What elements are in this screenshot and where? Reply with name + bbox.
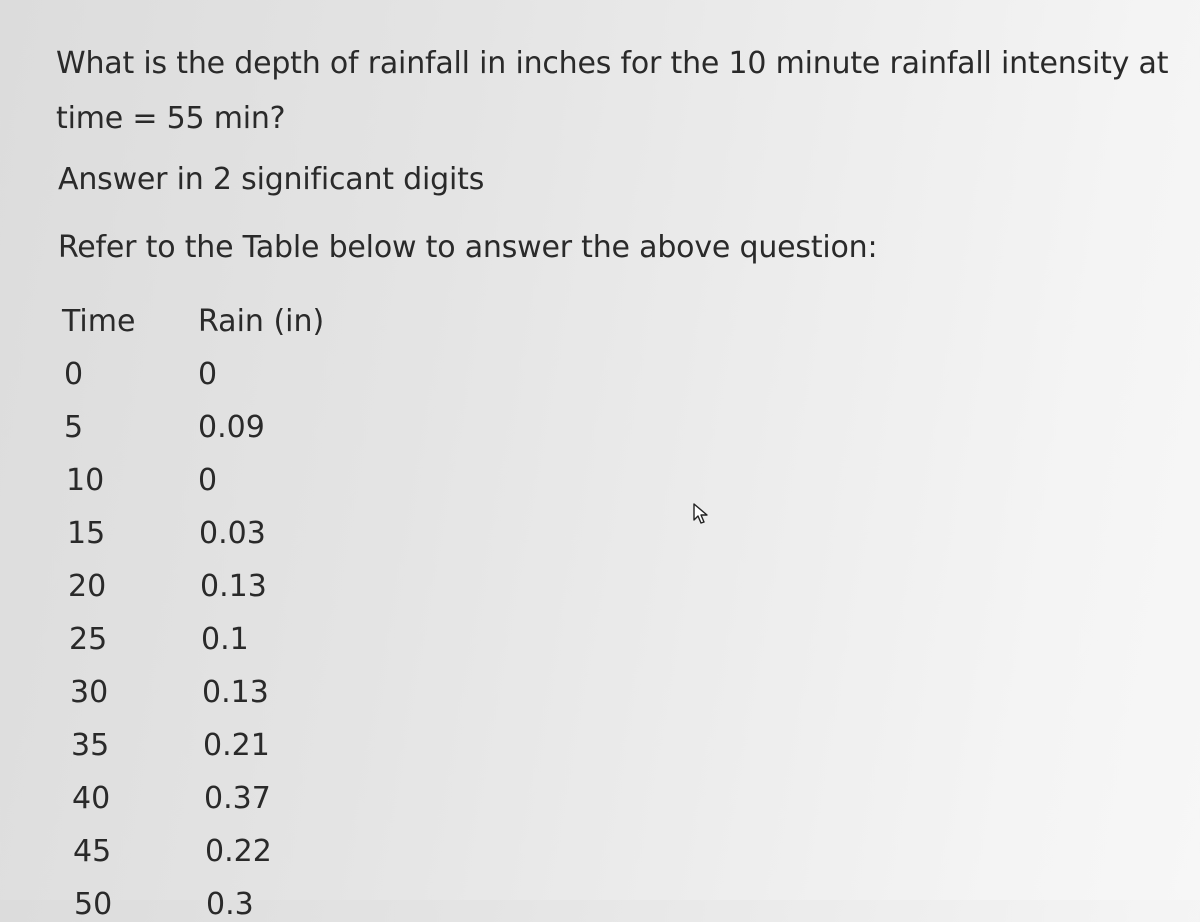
table-cell-rain: 0.03 — [199, 516, 266, 551]
table-cell-rain: 0.3 — [206, 887, 254, 922]
table-cell-time: 30 — [70, 675, 109, 710]
significant-digits-note: Answer in 2 significant digits — [58, 162, 485, 197]
table-cell-rain: 0 — [198, 357, 218, 392]
table-cell-rain: 0.22 — [205, 834, 272, 869]
table-cell-time: 35 — [71, 728, 110, 763]
table-cell-time: 15 — [67, 516, 106, 551]
table-cell-time: 0 — [64, 357, 84, 392]
time-column-header: Time — [62, 304, 136, 339]
table-cell-rain: 0.37 — [204, 781, 271, 816]
table-cell-time: 20 — [68, 569, 107, 604]
table-cell-rain: 0.09 — [198, 410, 265, 445]
rain-column-header: Rain (in) — [198, 304, 325, 339]
table-cell-time: 5 — [64, 410, 84, 445]
table-cell-rain: 0 — [198, 463, 218, 498]
table-cell-time: 25 — [69, 622, 108, 657]
table-cell-rain: 0.13 — [200, 569, 267, 604]
table-cell-rain: 0.21 — [203, 728, 270, 763]
table-reference-note: Refer to the Table below to answer the above question: — [58, 230, 878, 265]
table-cell-time: 40 — [72, 781, 111, 816]
table-cell-rain: 0.13 — [202, 675, 269, 710]
table-cell-time: 10 — [66, 463, 105, 498]
table-cell-rain: 0.1 — [201, 622, 249, 657]
question-text: What is the depth of rainfall in inches for the 10 minute rainfall intensity at time = 55 min? — [56, 46, 1169, 136]
table-cell-time: 45 — [73, 834, 112, 869]
table-cell-time: 50 — [74, 887, 113, 922]
mouse-pointer-icon — [692, 503, 710, 525]
rainfall-table — [62, 300, 462, 922]
